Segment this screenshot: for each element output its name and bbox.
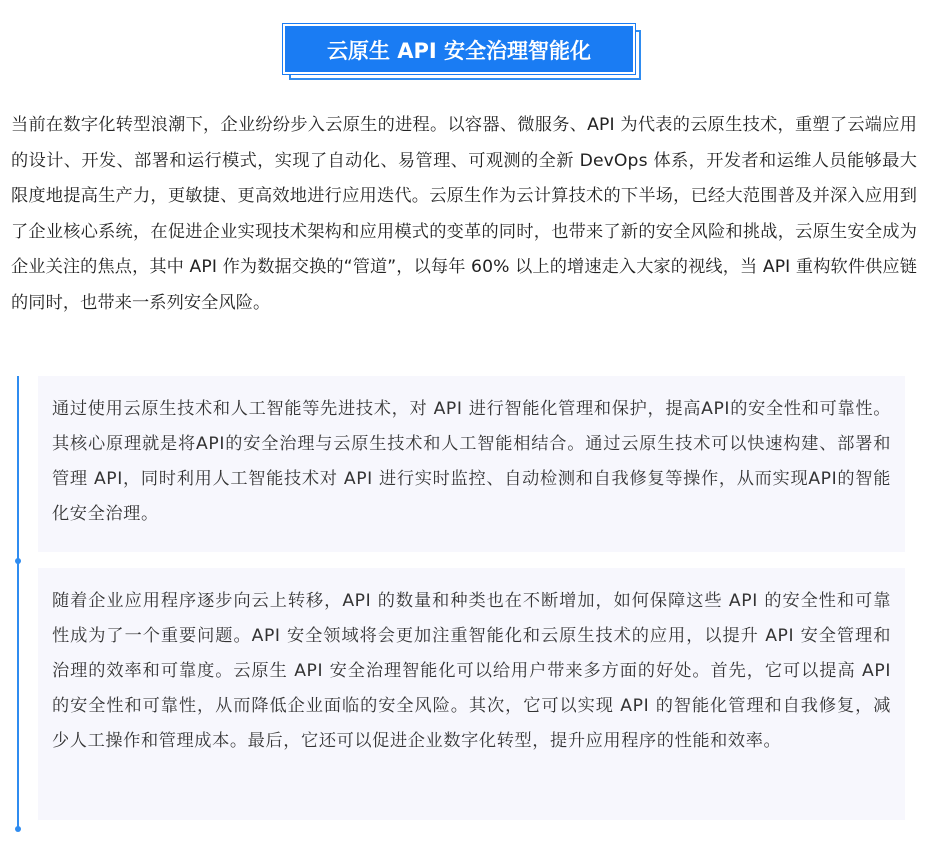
timeline-line	[17, 376, 19, 831]
quote-card	[38, 376, 905, 552]
section-title-banner	[283, 24, 643, 82]
section-title: 云原生 API 安全治理智能化	[283, 24, 635, 74]
quote-card-text: 通过使用云原生技术和人工智能等先进技术，对 API 进行智能化管理和保护，提高API的安全性和可靠性。其核心原理就是将API的安全治理与云原生技术和人工智能相结合。通过云原生技术可以快速构建、部署和管理 API，同时利用人工智能技术对 API 进行实时监控、自动检测和自我修复等操作，从而实现API的智能化安全治理。	[52, 399, 891, 524]
timeline-dot	[15, 826, 21, 832]
timeline-dot	[15, 558, 21, 564]
intro-paragraph: 当前在数字化转型浪潮下，企业纷纷步入云原生的进程。以容器、微服务、API 为代表的云原生技术，重塑了云端应用的设计、开发、部署和运行模式，实现了自动化、易管理、可观测的全新 DevOps 体系，开发者和运维人员能够最大限度地提高生产力，更敏捷、更高效地进行应用迭代。云原生作为云计算技术的下半场，已经大范围普及并深入应用到了企业核心系统，在促进企业实现技术架构和应用模式的变革的同时，也带来了新的安全风险和挑战，云原生安全成为企业关注的焦点，其中 API 作为数据交换的“管道”，以每年 60% 以上的增速走入大家的视线，当 API 重构软件供应链的同时，也带来一系列安全风险。	[11, 115, 917, 313]
quote-card	[38, 568, 905, 820]
quote-card-text: 随着企业应用程序逐步向云上转移，API 的数量和种类也在不断增加，如何保障这些 API 的安全性和可靠性成为了一个重要问题。API 安全领域将会更加注重智能化和云原生技术的应用，以提升 API 安全管理和治理的效率和可靠度。云原生 API 安全治理智能化可以给用户带来多方面的好处。首先，它可以提高 API 的安全性和可靠性，从而降低企业面临的安全风险。其次，它可以实现 API 的智能化管理和自我修复，减少人工操作和管理成本。最后，它还可以促进企业数字化转型，提升应用程序的性能和效率。	[52, 591, 891, 751]
